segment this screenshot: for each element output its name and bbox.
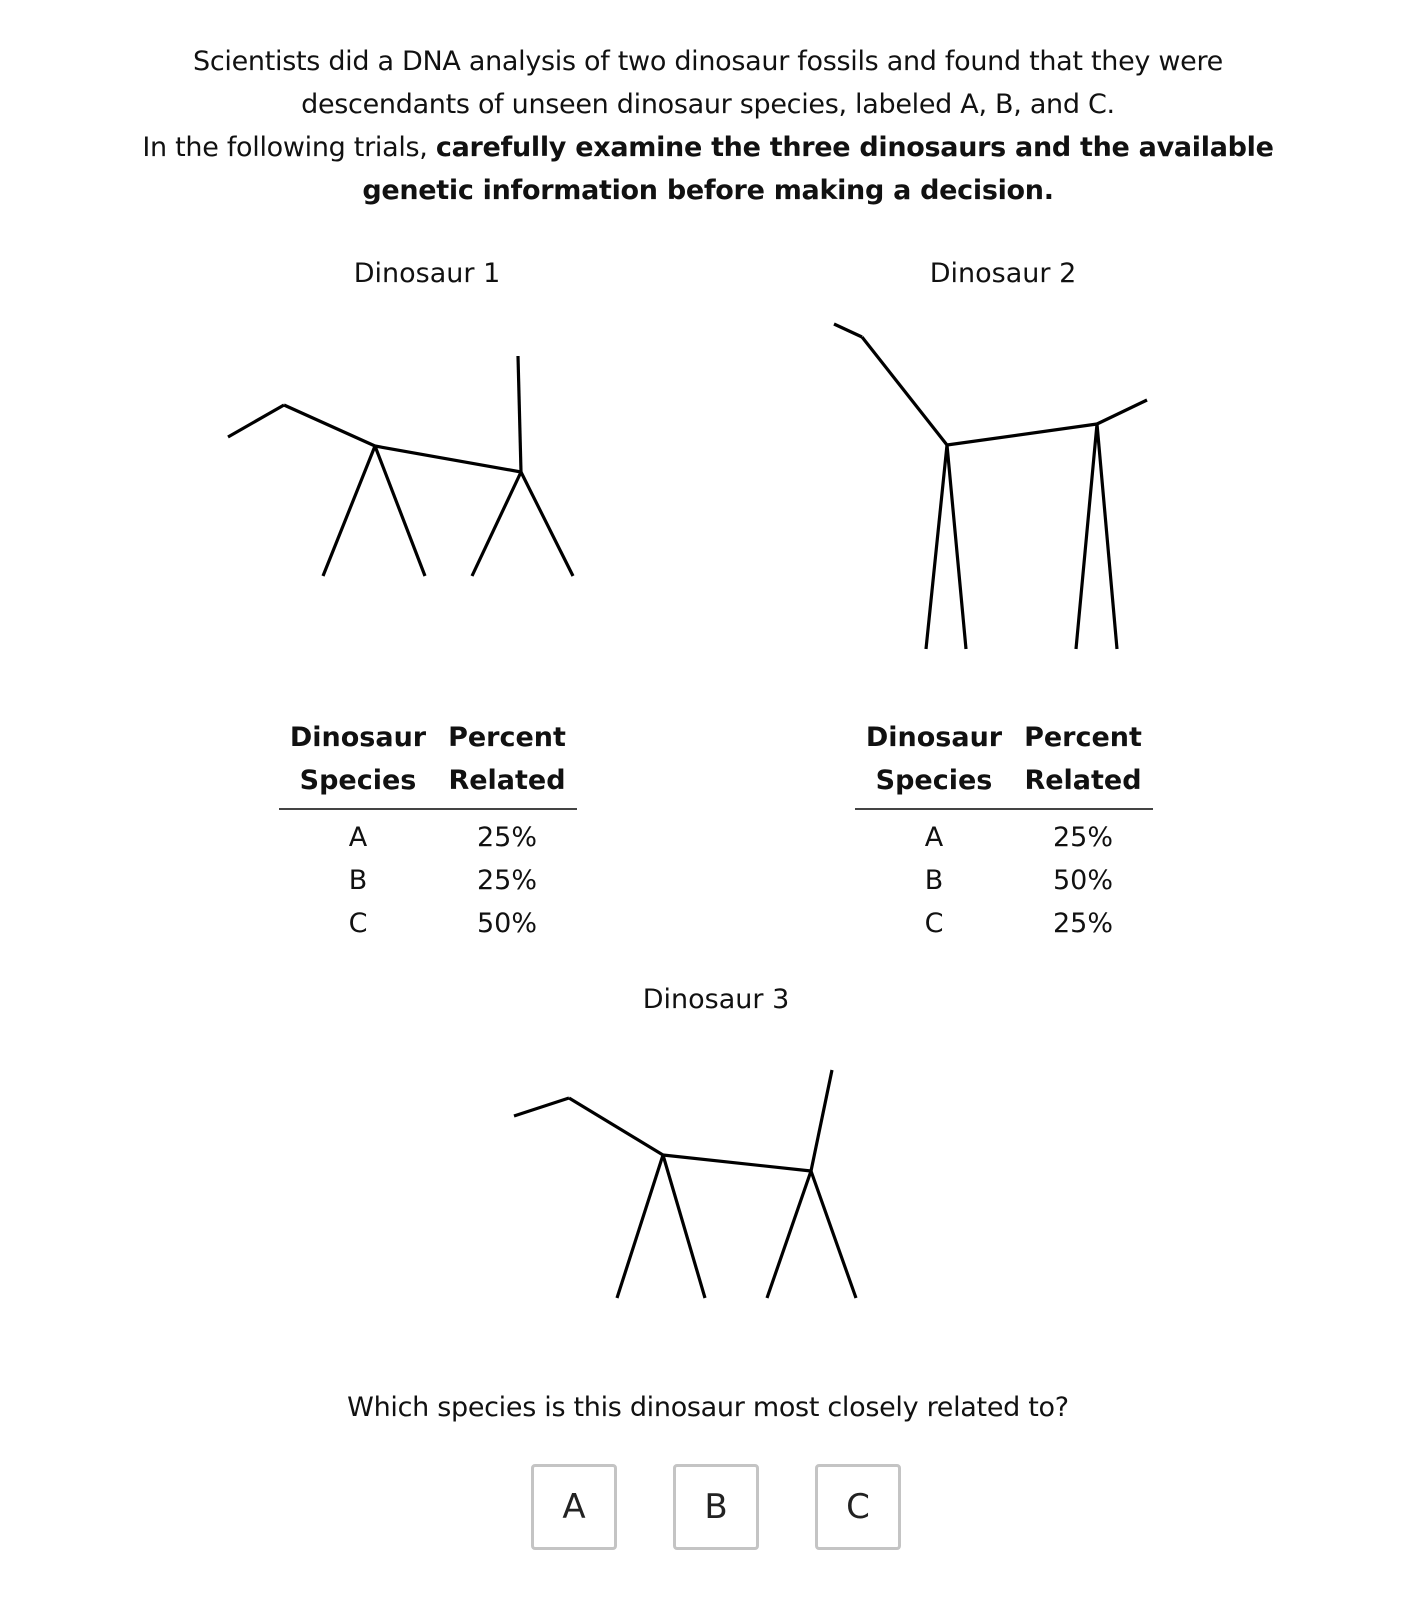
species-column-header	[855, 716, 1013, 802]
percent-cell: 25%	[476, 822, 537, 853]
table-header	[855, 716, 1153, 810]
question-text: Which species is this dinosaur most closely related to?	[347, 1392, 1069, 1423]
percent-cell: 25%	[1052, 822, 1113, 853]
species-cell: B	[348, 865, 368, 896]
instructions-line-3-bold: carefully examine the three dinosaurs and the available	[435, 132, 1274, 163]
percent-column-header	[1013, 716, 1153, 802]
dinosaur-1-genetic-table	[279, 716, 577, 945]
choice-a-button[interactable]: A	[531, 1464, 617, 1550]
table-row	[279, 859, 577, 902]
table-row	[855, 816, 1153, 859]
choice-c-button[interactable]: C	[815, 1464, 901, 1550]
species-cell: A	[348, 822, 368, 853]
percent-cell: 50%	[1052, 865, 1113, 896]
table-row	[855, 859, 1153, 902]
dinosaur-1-label: Dinosaur 1	[353, 258, 501, 289]
header-text: Related	[448, 765, 566, 796]
header-text: Related	[1024, 765, 1142, 796]
instructions-line-3-plain: In the following trials,	[142, 132, 436, 163]
instructions-line-4-bold: genetic information before making a decision.	[362, 175, 1054, 206]
header-text: Percent	[1024, 722, 1142, 753]
table-header	[279, 716, 577, 810]
dinosaur-1-figure	[228, 356, 573, 576]
header-text: Species	[299, 765, 417, 796]
species-column-header	[279, 716, 437, 802]
choice-b-button[interactable]: B	[673, 1464, 759, 1550]
dinosaur-3-figure	[514, 1070, 856, 1298]
percent-cell: 50%	[476, 908, 537, 939]
header-text: Dinosaur	[865, 722, 1003, 753]
percent-cell: 25%	[476, 865, 537, 896]
dinosaur-2-genetic-table	[855, 716, 1153, 945]
dinosaur-2-figure	[834, 324, 1147, 649]
percent-column-header	[437, 716, 577, 802]
species-cell: C	[348, 908, 368, 939]
instructions-line-1: Scientists did a DNA analysis of two dinosaur fossils and found that they were	[193, 46, 1223, 77]
answer-choices	[0, 1464, 1416, 1554]
header-text: Dinosaur	[289, 722, 427, 753]
instructions-line-2: descendants of unseen dinosaur species, labeled A, B, and C.	[301, 89, 1115, 120]
table-row	[279, 902, 577, 945]
species-cell: A	[924, 822, 944, 853]
species-cell: C	[924, 908, 944, 939]
header-text: Percent	[448, 722, 566, 753]
table-row	[855, 902, 1153, 945]
dinosaur-3-label: Dinosaur 3	[642, 984, 790, 1015]
table-row	[279, 816, 577, 859]
dinosaur-2-label: Dinosaur 2	[929, 258, 1077, 289]
percent-cell: 25%	[1052, 908, 1113, 939]
species-cell: B	[924, 865, 944, 896]
header-text: Species	[875, 765, 993, 796]
